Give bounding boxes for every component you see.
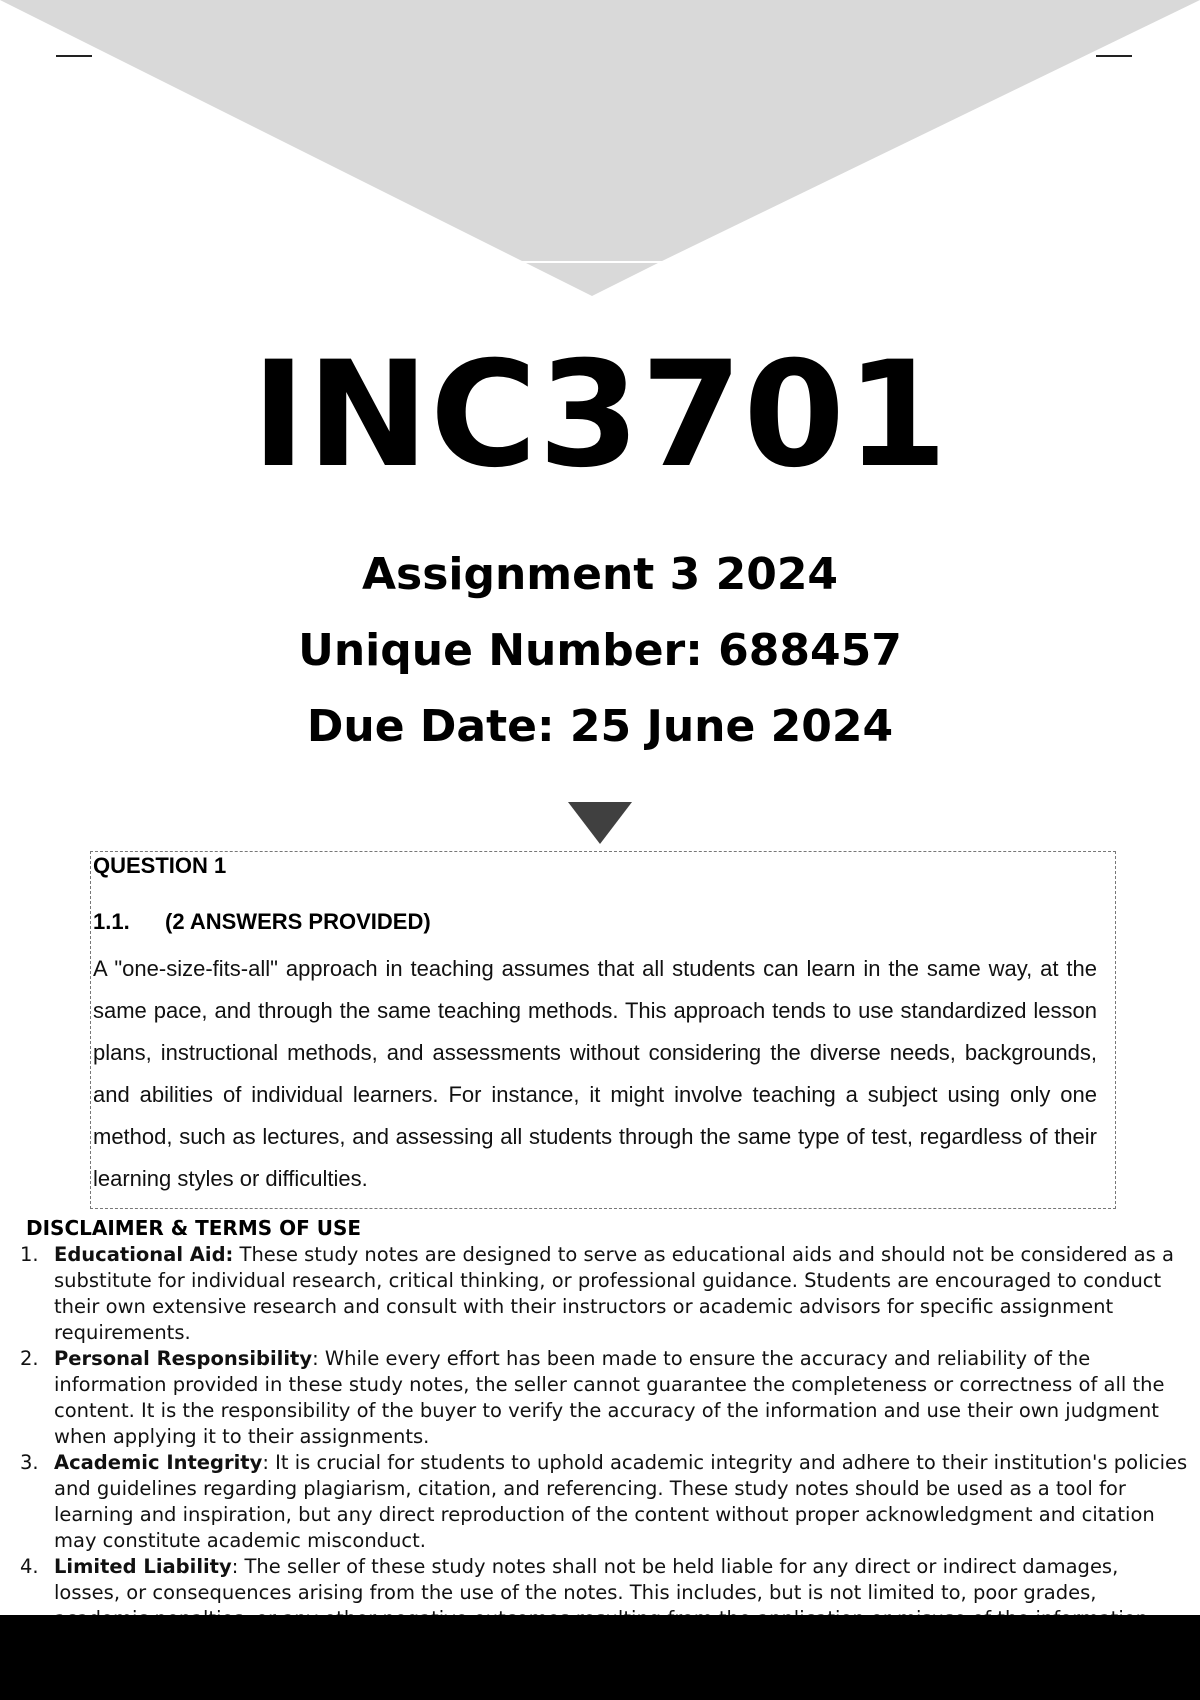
assignment-title: Assignment 3 2024 <box>361 549 839 600</box>
disclaimer-item-term: Personal Responsibility <box>54 1347 313 1370</box>
bottom-black-bar <box>0 1615 1200 1700</box>
question-sub-label: (2 ANSWERS PROVIDED) <box>165 909 431 934</box>
question-preview-box <box>90 851 1116 1209</box>
disclaimer-section <box>20 1214 1190 1632</box>
question-subheading <box>93 908 431 936</box>
disclaimer-item-number: 1. <box>20 1243 39 1266</box>
corner-rule-left <box>56 55 92 57</box>
question-sub-number: 1.1. <box>93 909 130 934</box>
disclaimer-item-number: 2. <box>20 1347 39 1370</box>
course-code-title: INC3701 <box>251 330 949 500</box>
disclaimer-item-text: : While every effort has been made to ensure the accuracy and reliability of the information provided in these study notes, the seller cannot guarantee the completeness or correctness of all the content. It is the responsibility of the buyer to verify the accuracy of the information and use their own judgment when applying it to their assignments. <box>54 1347 1165 1448</box>
disclaimer-item-term: Educational Aid: <box>54 1243 234 1266</box>
disclaimer-item-number: 3. <box>20 1451 39 1474</box>
cover-banner-chevron <box>0 0 1200 300</box>
disclaimer-item-text: These study notes are designed to serve as educational aids and should not be considered as a substitute for individual research, critical thinking, or professional guidance. Students are encouraged to conduct their own extensive research and consult with their instructors or academic advisors for specific assignment requirements. <box>54 1243 1174 1344</box>
disclaimer-item-text: : The seller of these study notes shall not be held liable for any direct or indirect damages, losses, or consequences arising from the use of the notes. This includes, but is not limited to, poor grades, <box>54 1555 1119 1604</box>
down-arrow-icon <box>568 802 632 844</box>
disclaimer-title: DISCLAIMER & TERMS OF USE <box>26 1216 362 1240</box>
disclaimer-item <box>20 1450 1190 1554</box>
disclaimer-item <box>20 1346 1190 1450</box>
disclaimer-list <box>20 1242 1190 1632</box>
disclaimer-item-term: Limited Liability <box>54 1555 232 1578</box>
question-answer-text: A "one-size-fits-all" approach in teaching assumes that all students can learn in the same way, at the same pace, and through the same teaching methods. This approach tends to use standardized lesson plans, instructional methods, and assessments without considering the diverse needs, backgrounds, and abilities of individual learners. For instance, it might involve teaching a subject using only one method, such as lectures, and assessing all students through the same type of test, regardless of their learning styles or difficulties. <box>93 956 1097 1191</box>
disclaimer-item-term: Academic Integrity <box>54 1451 263 1474</box>
corner-rule-right <box>1096 55 1132 57</box>
disclaimer-item-number: 4. <box>20 1555 39 1578</box>
unique-number: Unique Number: 688457 <box>298 625 902 676</box>
question-heading: QUESTION 1 <box>93 853 227 878</box>
disclaimer-item-text: : It is crucial for students to uphold academic integrity and adhere to their institution's policies and guidelines regarding plagiarism, citation, and referencing. These study notes should be used as a tool for learning and inspiration, but any direct reproduction of the content without proper acknowledgment and citation may constitute academic misconduct. <box>54 1451 1188 1552</box>
disclaimer-item <box>20 1242 1190 1346</box>
due-date: Due Date: 25 June 2024 <box>306 701 894 752</box>
